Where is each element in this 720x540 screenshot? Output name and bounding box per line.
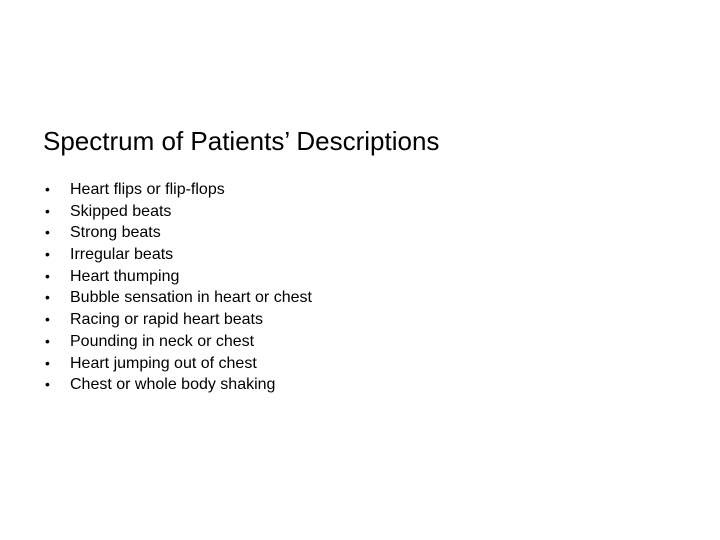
- bullet-icon: •: [45, 289, 50, 306]
- bullet-icon: •: [45, 181, 50, 197]
- list-item: [43, 309, 312, 331]
- list-item-text: Bubble sensation in heart or chest: [70, 289, 312, 307]
- list-item-text: Racing or rapid heart beats: [70, 311, 263, 329]
- list-item: [43, 179, 312, 201]
- list-item: [43, 266, 312, 288]
- bullet-icon: •: [45, 354, 50, 371]
- bullet-list: [43, 179, 312, 396]
- list-item: [43, 374, 312, 396]
- bullet-icon: •: [45, 311, 50, 328]
- list-item-text: Irregular beats: [70, 246, 174, 264]
- list-item-text: Pounding in neck or chest: [70, 332, 255, 350]
- list-item: [43, 244, 312, 266]
- list-item: [43, 287, 312, 309]
- list-item: [43, 201, 312, 223]
- bullet-icon: •: [45, 246, 50, 263]
- bullet-icon: •: [45, 202, 50, 219]
- slide-title: Spectrum of Patients’ Descriptions: [43, 126, 440, 156]
- bullet-icon: •: [45, 376, 50, 393]
- list-item-text: Heart thumping: [70, 267, 180, 285]
- bullet-icon: •: [45, 267, 50, 284]
- bullet-icon: •: [45, 224, 50, 241]
- list-item: [43, 353, 312, 375]
- bullet-icon: •: [45, 332, 50, 349]
- list-item-text: Chest or whole body shaking: [70, 376, 276, 394]
- list-item-text: Heart jumping out of chest: [70, 354, 257, 372]
- list-item-text: Strong beats: [70, 224, 161, 242]
- list-item: [43, 222, 312, 244]
- list-item-text: Skipped beats: [70, 202, 172, 220]
- list-item: [43, 331, 312, 353]
- list-item-text: Heart flips or flip-flops: [70, 181, 225, 198]
